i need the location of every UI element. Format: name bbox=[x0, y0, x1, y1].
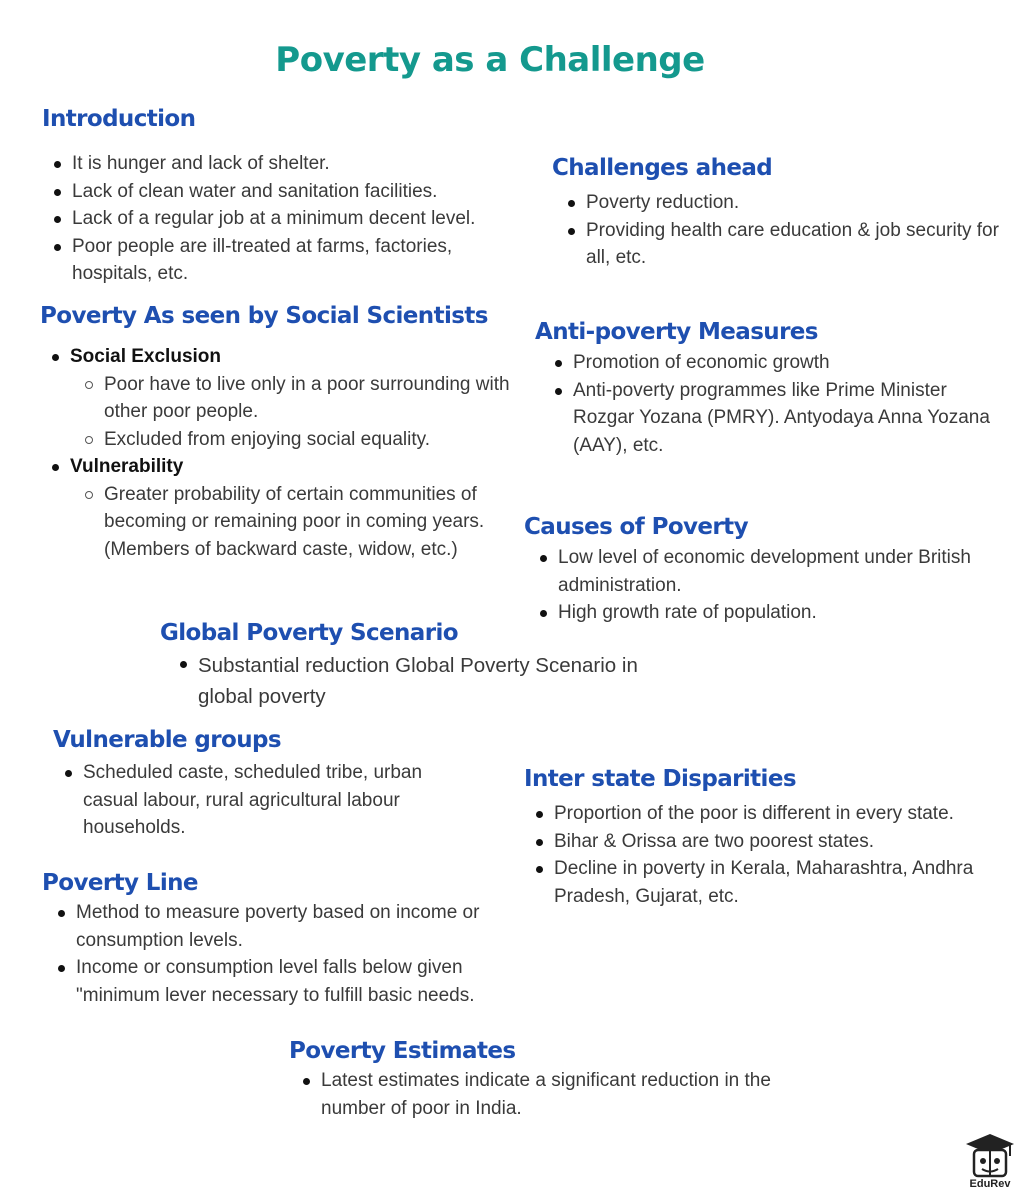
list-item: Anti-poverty programmes like Prime Minister Rozgar Yozana (PMRY). Antyodaya Anna Yozana (AAY), etc. bbox=[553, 377, 1005, 460]
page-title: Poverty as a Challenge bbox=[275, 40, 705, 80]
list-item: Method to measure poverty based on income or consumption levels. bbox=[56, 899, 512, 954]
section-vulnerable bbox=[53, 725, 463, 842]
list-item: Decline in poverty in Kerala, Maharashtra, Andhra Pradesh, Gujarat, etc. bbox=[534, 855, 1014, 910]
sub-list bbox=[84, 481, 510, 564]
bullet-list bbox=[553, 349, 1005, 459]
sub-list bbox=[84, 371, 510, 454]
section-heading: Anti-poverty Measures bbox=[535, 319, 818, 345]
bullet-list bbox=[56, 899, 512, 1009]
section-challenges bbox=[552, 153, 1002, 272]
list-item: Low level of economic development under British administration. bbox=[538, 544, 1014, 599]
list-item: Bihar & Orissa are two poorest states. bbox=[534, 828, 1014, 856]
bullet-list bbox=[50, 343, 510, 563]
bullet-list bbox=[538, 544, 1014, 627]
section-anti-poverty bbox=[535, 317, 1005, 459]
section-global bbox=[160, 618, 660, 712]
section-heading: Poverty Estimates bbox=[289, 1038, 516, 1064]
list-item: Substantial reduction Global Poverty Scenario in global poverty bbox=[178, 650, 648, 712]
section-heading: Challenges ahead bbox=[552, 155, 773, 181]
graduation-cap-icon bbox=[962, 1132, 1018, 1180]
edurev-logo bbox=[962, 1132, 1018, 1192]
list-item: It is hunger and lack of shelter. bbox=[52, 150, 512, 178]
list-item: Latest estimates indicate a significant reduction in the number of poor in India. bbox=[301, 1067, 829, 1122]
sub-list-item: Poor have to live only in a poor surrounding with other poor people. bbox=[84, 371, 510, 426]
list-item-vulnerability: Vulnerability bbox=[50, 453, 510, 481]
sub-list-item: Excluded from enjoying social equality. bbox=[84, 426, 510, 454]
list-item: High growth rate of population. bbox=[538, 599, 1014, 627]
list-item: Lack of a regular job at a minimum decent level. bbox=[52, 205, 512, 233]
section-poverty-line bbox=[42, 868, 512, 1009]
list-item-social-exclusion: Social Exclusion bbox=[50, 343, 510, 371]
bullet-list bbox=[178, 650, 660, 712]
list-item: Scheduled caste, scheduled tribe, urban casual labour, rural agricultural labour households. bbox=[63, 759, 463, 842]
section-heading: Vulnerable groups bbox=[53, 727, 281, 753]
section-heading: Inter state Disparities bbox=[524, 766, 796, 792]
sub-list-item: Greater probability of certain communities of becoming or remaining poor in coming years. (Members of backward caste, widow, etc.) bbox=[84, 481, 510, 564]
bullet-list bbox=[566, 189, 1002, 272]
section-estimates bbox=[289, 1036, 829, 1122]
section-heading: Introduction bbox=[42, 106, 196, 132]
bullet-list bbox=[301, 1067, 829, 1122]
bullet-list bbox=[63, 759, 463, 842]
section-introduction bbox=[42, 104, 512, 288]
list-item: Poor people are ill-treated at farms, factories, hospitals, etc. bbox=[52, 233, 512, 288]
list-item: Promotion of economic growth bbox=[553, 349, 1005, 377]
section-heading: Poverty As seen by Social Scientists bbox=[40, 303, 488, 329]
list-item: Providing health care education & job security for all, etc. bbox=[566, 217, 1002, 272]
list-item: Proportion of the poor is different in every state. bbox=[534, 800, 1014, 828]
section-causes bbox=[524, 512, 1014, 627]
list-item: Income or consumption level falls below given "minimum lever necessary to fulfill basic needs. bbox=[56, 954, 512, 1009]
logo-text: EduRev bbox=[969, 1178, 1011, 1190]
bullet-list bbox=[534, 800, 1014, 910]
section-social-scientists bbox=[40, 301, 510, 563]
list-item: Lack of clean water and sanitation facilities. bbox=[52, 178, 512, 206]
section-interstate bbox=[524, 764, 1014, 910]
section-heading: Poverty Line bbox=[42, 870, 198, 896]
section-heading: Causes of Poverty bbox=[524, 514, 748, 540]
sub-list-wrapper bbox=[50, 481, 510, 564]
sub-list-wrapper bbox=[50, 371, 510, 454]
bullet-list bbox=[52, 150, 512, 288]
list-item: Poverty reduction. bbox=[566, 189, 1002, 217]
section-heading: Global Poverty Scenario bbox=[160, 620, 458, 646]
